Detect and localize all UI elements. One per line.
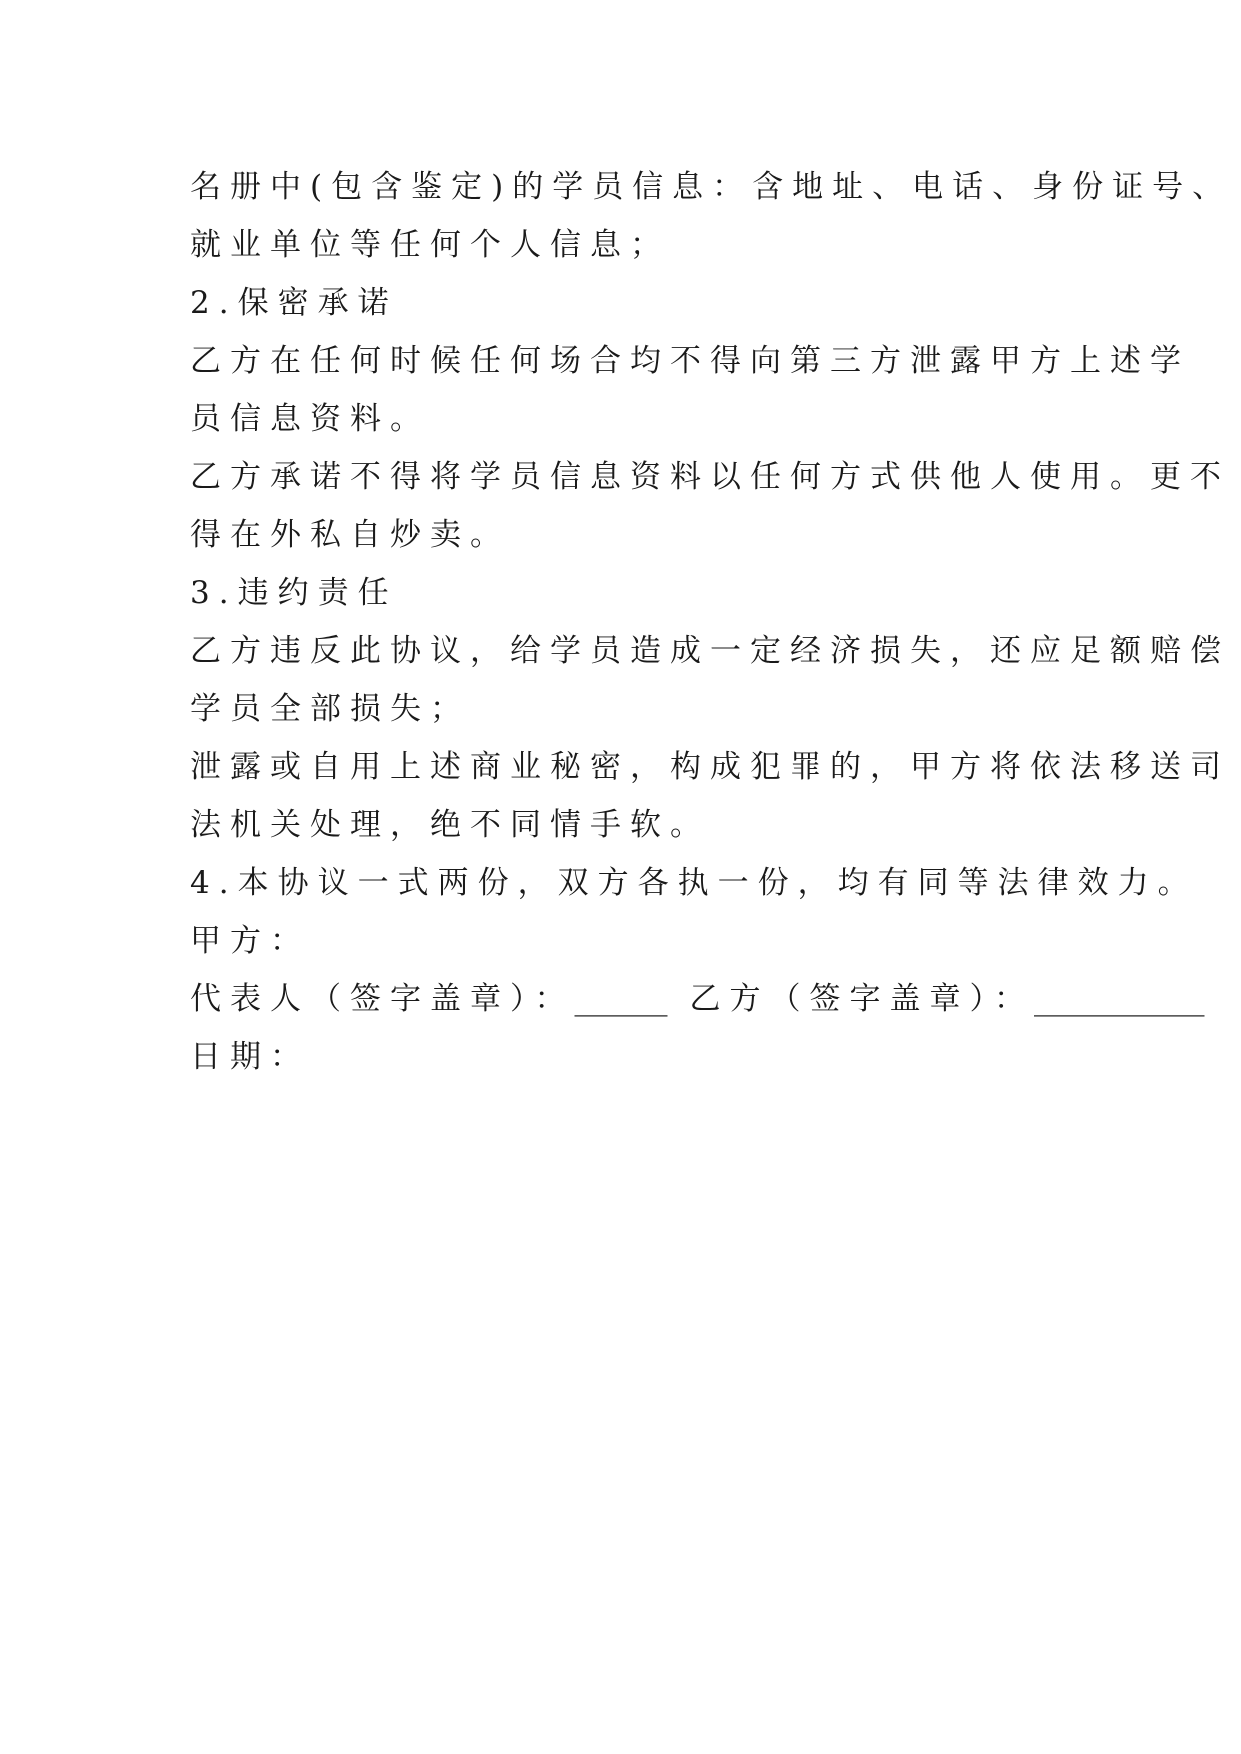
party-b-signature-blank: ___________ [1034,981,1205,1017]
body-line: 乙方承诺不得将学员信息资料以任何方式供他人使用。更不 [190,459,1230,495]
date-label: 日期： [190,1039,310,1075]
party-a-label: 甲方： [190,923,310,959]
signature-row [190,970,1205,1028]
body-line: 乙方违反此协议，给学员造成一定经济损失，还应足额赔偿 [190,633,1230,669]
section-heading: 3.违约责任 [190,575,398,611]
body-line: 法机关处理，绝不同情手软。 [190,807,710,843]
body-line: 员信息资料。 [190,401,430,437]
section-heading: 4.本协议一式两份，双方各执一份，均有同等法律效力。 [190,865,1198,901]
representative-signature-blank: ______ [574,981,668,1017]
body-line: 名册中(包含鉴定)的学员信息：含地址、电话、身份证号、 [190,169,1233,205]
body-line: 乙方在任何时候任何场合均不得向第三方泄露甲方上述学 [190,343,1190,379]
party-b-label: 乙方（签字盖章）： [689,981,1034,1017]
body-line: 学员全部损失； [190,691,470,727]
body-line: 就业单位等任何个人信息； [190,227,670,263]
representative-label: 代表人（签字盖章）： [190,981,575,1017]
document-body [190,158,1233,1086]
body-line: 得在外私自炒卖。 [190,517,510,553]
section-heading: 2.保密承诺 [190,285,398,321]
body-line: 泄露或自用上述商业秘密，构成犯罪的，甲方将依法移送司 [190,749,1230,785]
